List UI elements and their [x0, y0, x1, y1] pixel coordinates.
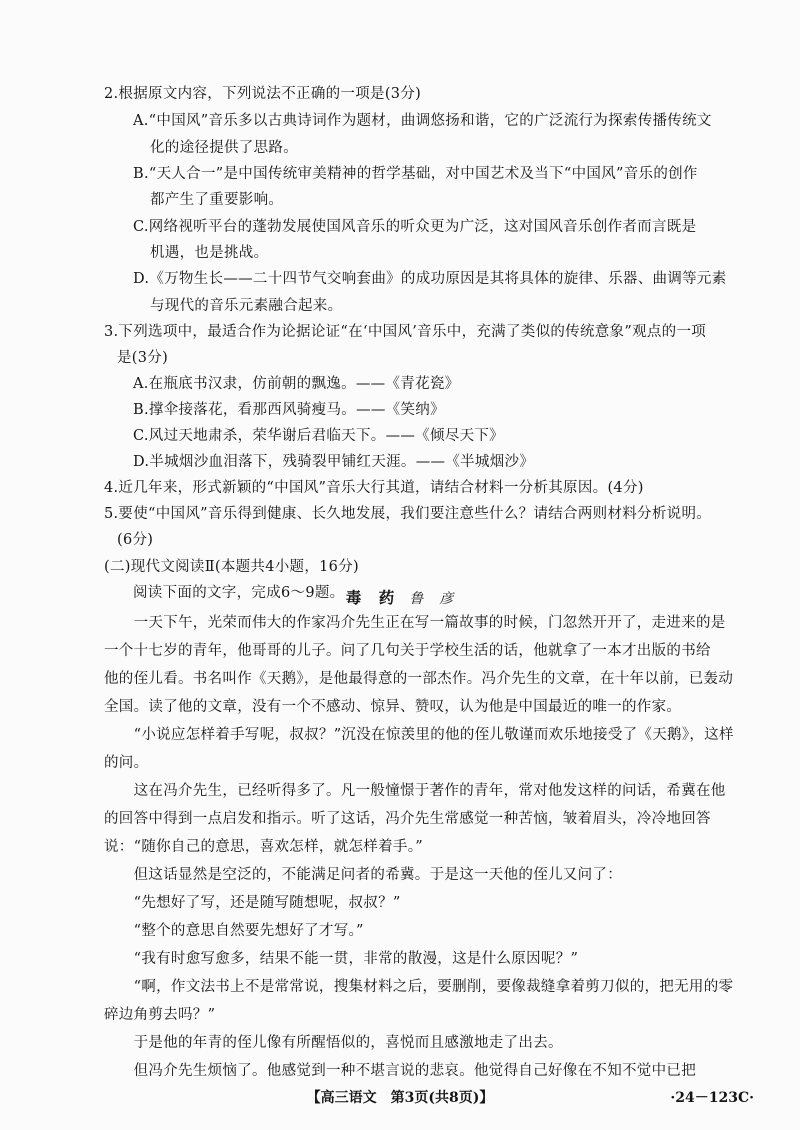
- story-title: [0, 586, 800, 608]
- story-line: “小说应怎样着手写呢，叔叔？”沉没在惊羡里的他的侄儿敬谨而欢乐地接受了《天鹅》，这样: [104, 727, 734, 743]
- q2-option-d-cont: 与现代的音乐元素融合起来。: [150, 298, 343, 314]
- q3-stem: 3.下列选项中，最适合作为论据论证“在‘中国风’音乐中，充满了类似的传统意象”观点的一项: [104, 324, 707, 340]
- section-instruction: 阅读下面的文字，完成6～9题。: [133, 585, 345, 601]
- story-line: 一天下午，光荣而伟大的作家冯介先生正在写一篇故事的时候，门忽然开开了，走进来的是: [104, 615, 726, 631]
- story-line: 但冯介先生烦恼了。他感觉到一种不堪言说的悲哀。他觉得自己好像在不知不觉中已把: [104, 1063, 696, 1079]
- q5-cont: (6分): [117, 532, 154, 548]
- q3-option-b: B.撑伞接落花，看那西风骑瘦马。——《笑纳》: [133, 402, 445, 418]
- q4: 4.近几年来，形式新颖的“中国风”音乐大行其道，请结合材料一分析其原因。(4分): [104, 480, 644, 496]
- story-line: “先想好了写，还是随写随想呢，叔叔？”: [104, 895, 401, 911]
- page-footer: [0, 1087, 800, 1109]
- story-line: 的回答中得到一点启发和指示。听了这话，冯介先生常感觉一种苦恼，皱着眉头，冷冷地回答: [104, 811, 711, 827]
- q2-option-d: D.《万物生长——二十四节气交响套曲》的成功原因是其将具体的旋律、乐器、曲调等元素: [133, 271, 727, 287]
- q2-option-a-cont: 化的途径提供了思路。: [150, 140, 298, 156]
- q2-option-c: C.网络视听平台的蓬勃发展使国风音乐的听众更为广泛，这对国风音乐创作者而言既是: [133, 219, 697, 235]
- q3-option-d: D.半城烟沙血泪落下，残骑裂甲铺红天涯。——《半城烟沙》: [133, 454, 535, 470]
- story-line: 于是他的年青的侄儿像有所醒悟似的，喜悦而且感激地走了出去。: [104, 1035, 563, 1051]
- q2-option-c-cont: 机遇，也是挑战。: [150, 245, 269, 261]
- story-line: 这在冯介先生，已经听得多了。凡一般憧憬于著作的青年，常对他发这样的问话，希冀在他: [104, 783, 726, 799]
- story-line: 说：“随你自己的意思，喜欢怎样，就怎样着手。”: [104, 839, 423, 855]
- story-line: 但这话显然是空泛的，不能满足问者的希冀。于是这一天他的侄儿又问了：: [104, 867, 622, 883]
- exam-code: ·24－123C·: [670, 1090, 754, 1106]
- story-line: 一个十七岁的青年，他哥哥的儿子。问了几句关于学校生活的话，他就拿了一本才出版的书给: [104, 643, 711, 659]
- story-line: 的问。: [104, 755, 149, 771]
- story-title-text: 毒 药: [345, 588, 396, 607]
- story-line: “整个的意思自然要先想好了才写。”: [104, 923, 364, 939]
- q5: 5.要使“中国风”音乐得到健康、长久地发展，我们要注意些什么？请结合两则材料分析说明。: [104, 506, 712, 522]
- q3-option-a: A.在瓶底书汉隶，仿前朝的飘逸。——《青花瓷》: [133, 376, 460, 392]
- q2-option-b: B.“天人合一”是中国传统审美精神的哲学基础，对中国艺术及当下“中国风”音乐的创作: [133, 166, 698, 182]
- q3-stem-cont: 是(3分): [117, 350, 169, 366]
- section-heading: (二)现代文阅读Ⅱ(本题共4小题，16分): [104, 559, 359, 575]
- story-author: 鲁 彦: [409, 591, 455, 607]
- story-line: 他的侄儿看。书名叫作《天鹅》，是他最得意的一部杰作。冯介先生的文章，在十年以前，已轰动: [104, 671, 734, 687]
- q2-stem: 2.根据原文内容，下列说法不正确的一项是(3分): [104, 86, 422, 102]
- q3-option-c: C.风过天地肃杀，荣华谢后君临天下。——《倾尽天下》: [133, 428, 504, 444]
- story-line: “啊，作文法书上不是常常说，搜集材料之后，要删削，要像裁缝拿着剪刀似的，把无用的零: [104, 979, 734, 995]
- story-line: 全国。读了他的文章，没有一个不感动、惊异、赞叹，认为他是中国最近的唯一的作家。: [104, 699, 682, 715]
- q2-option-a: A.“中国风”音乐多以古典诗词作为题材，曲调悠扬和谐，它的广泛流行为探索传播传统文: [133, 113, 712, 129]
- story-line: 碎边角剪去吗？”: [104, 1007, 216, 1023]
- page-number: 【高三语文 第3页(共8页)】: [306, 1090, 494, 1106]
- story-line: “我有时愈写愈多，结果不能一贯，非常的散漫，这是什么原因呢？”: [104, 951, 579, 967]
- q2-option-b-cont: 都产生了重要影响。: [150, 192, 284, 208]
